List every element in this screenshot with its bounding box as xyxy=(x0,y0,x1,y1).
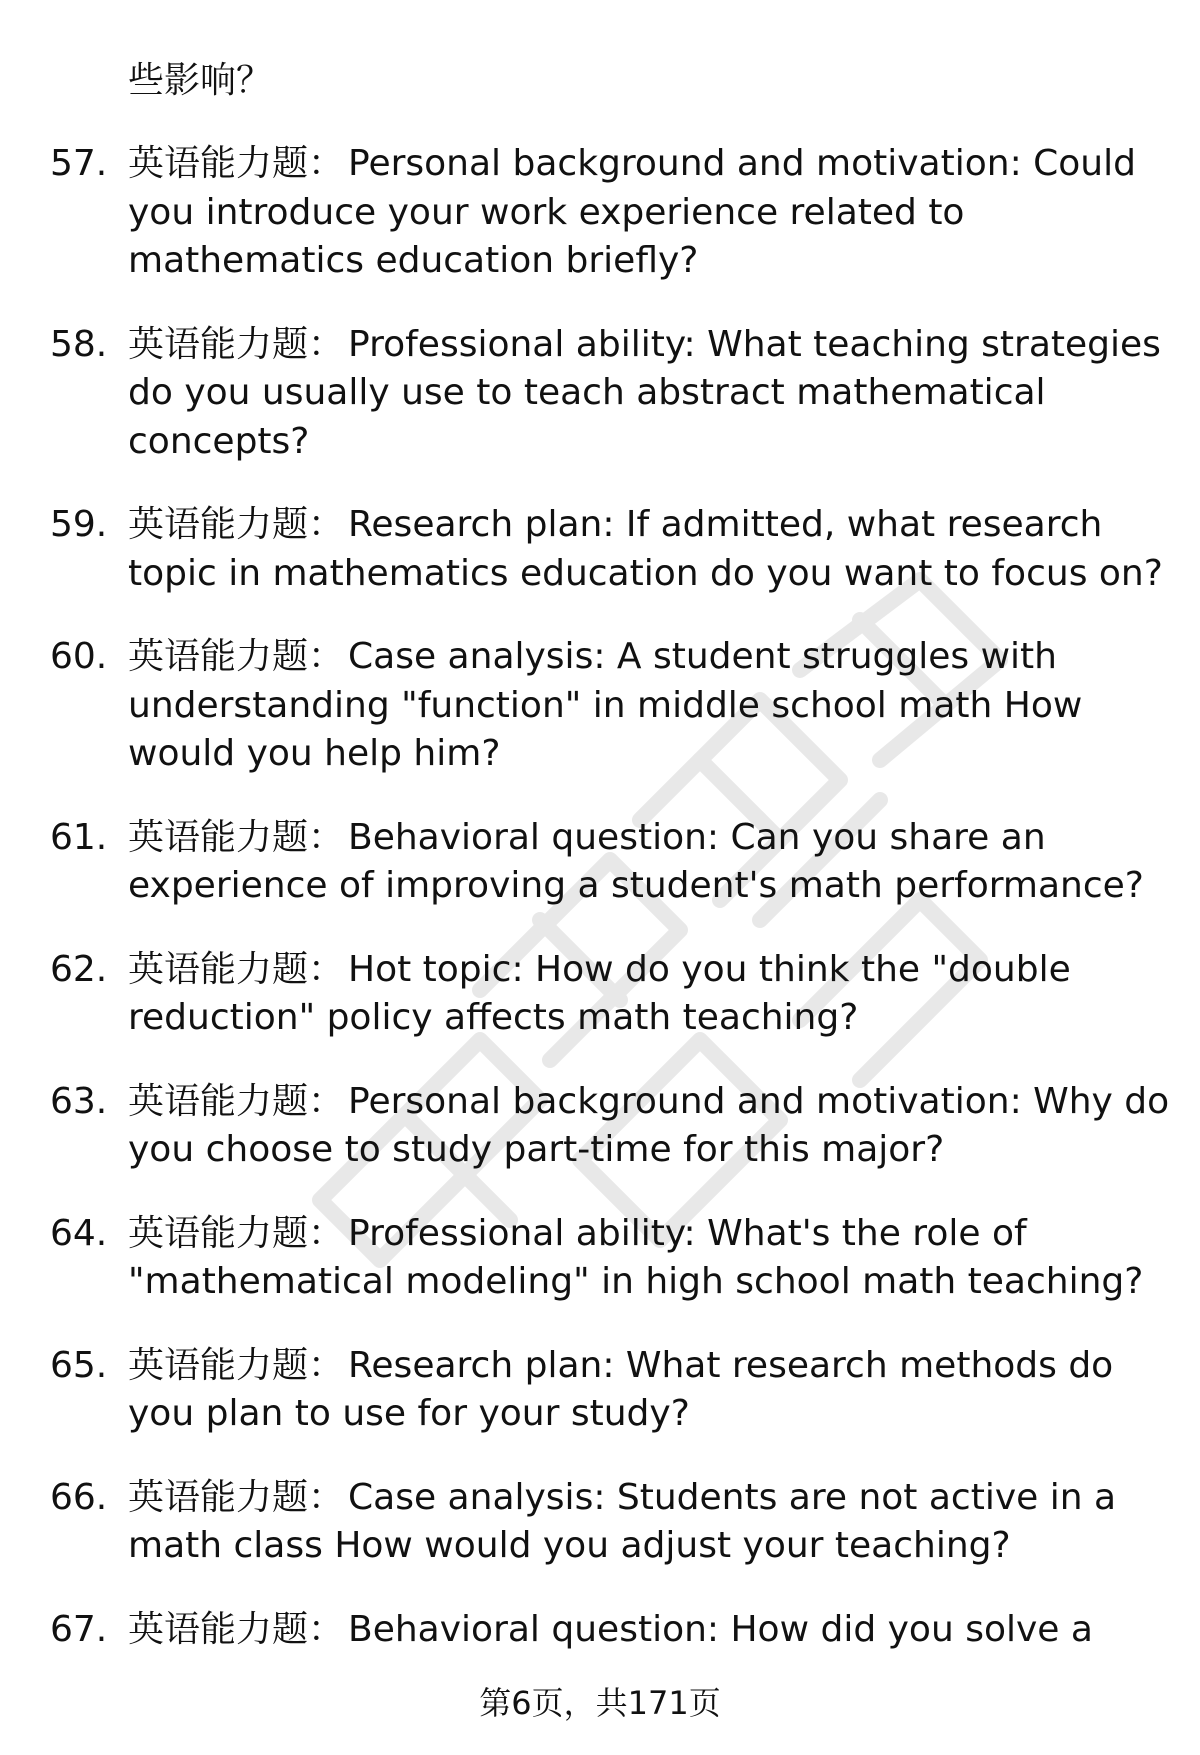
question-item xyxy=(0,1078,1200,1175)
question-number: 63. xyxy=(50,1080,108,1122)
page-footer: 第6页，共171页 xyxy=(479,1684,721,1722)
question-text: Hot topic: How do you think the "double reduction" policy affects math teaching? xyxy=(128,948,1071,1038)
question-number: 61. xyxy=(50,816,108,858)
question-number: 60. xyxy=(50,636,108,677)
question-category: 英语能力题： xyxy=(128,636,345,677)
question-text: Behavioral question: How did you solve a xyxy=(348,1608,1093,1650)
question-category: 英语能力题： xyxy=(128,948,345,990)
question-list xyxy=(0,140,1200,1689)
question-item xyxy=(0,321,1200,467)
question-text: Professional ability: What's the role of "mathematical modeling" in high school math teaching? xyxy=(128,1212,1144,1302)
question-category: 英语能力题： xyxy=(128,1608,345,1650)
question-number: 58. xyxy=(50,323,108,365)
question-number: 64. xyxy=(50,1212,108,1254)
question-item xyxy=(0,1342,1200,1439)
question-item xyxy=(0,140,1200,286)
question-item xyxy=(0,946,1200,1043)
question-number: 57. xyxy=(50,143,108,184)
question-item xyxy=(0,1474,1200,1571)
continuation-text: 些影响？ xyxy=(128,60,273,101)
question-text: Personal background and motivation: Could you introduce your work experience related to mathematics education briefly? xyxy=(128,143,1136,281)
question-category: 英语能力题： xyxy=(128,1212,345,1254)
question-category: 英语能力题： xyxy=(128,1344,345,1386)
question-number: 59. xyxy=(50,504,108,545)
question-category: 英语能力题： xyxy=(128,143,345,184)
question-item xyxy=(0,501,1200,598)
question-item xyxy=(0,633,1200,779)
question-text: Case analysis: A student struggles with understanding "function" in middle school math How would you help him? xyxy=(128,636,1083,774)
question-category: 英语能力题： xyxy=(128,1080,345,1122)
question-text: Professional ability: What teaching strategies do you usually use to teach abstract mathematical concepts? xyxy=(128,323,1161,462)
question-text: Research plan: If admitted, what research topic in mathematics education do you want to focus on? xyxy=(128,504,1163,594)
question-number: 62. xyxy=(50,948,108,990)
question-number: 66. xyxy=(50,1476,108,1518)
question-number: 67. xyxy=(50,1608,108,1650)
question-item xyxy=(0,1606,1200,1655)
question-text: Behavioral question: Can you share an experience of improving a student's math performance? xyxy=(128,816,1144,906)
question-category: 英语能力题： xyxy=(128,323,345,365)
question-text: Research plan: What research methods do you plan to use for your study? xyxy=(128,1344,1114,1434)
question-text: Personal background and motivation: Why do you choose to study part-time for this major? xyxy=(128,1080,1170,1170)
question-item xyxy=(0,814,1200,911)
question-category: 英语能力题： xyxy=(128,1476,345,1518)
question-item xyxy=(0,1210,1200,1307)
question-category: 英语能力题： xyxy=(128,816,345,858)
question-category: 英语能力题： xyxy=(128,504,345,545)
question-number: 65. xyxy=(50,1344,108,1386)
question-text: Case analysis: Students are not active in a math class How would you adjust your teaching? xyxy=(128,1476,1117,1566)
